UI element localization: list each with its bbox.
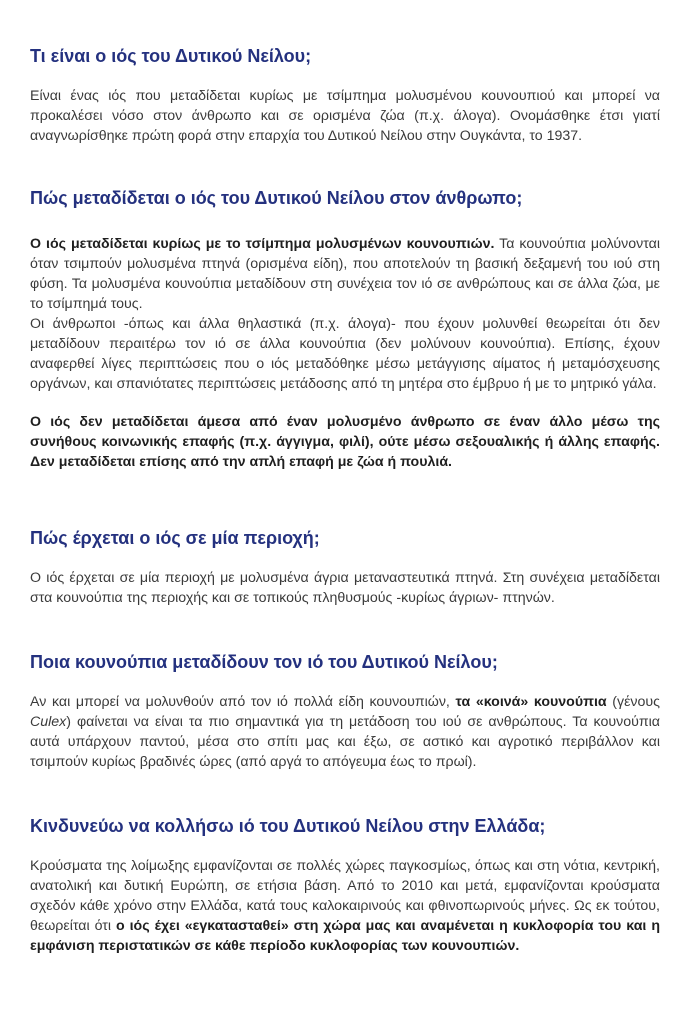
bold-text: Ο ιός μεταδίδεται κυρίως με το τσίμπημα μολυσμένων κουνουπιών. — [30, 236, 495, 252]
section-paragraph — [30, 692, 660, 772]
section-paragraph: Οι άνθρωποι -όπως και άλλα θηλαστικά (π.χ. άλογα)- που έχουν μολυνθεί θεωρείται ότι δεν μεταδίδουν περαιτέρω τον ιό σε άλλα κουνούπια (δεν μολύνουν κουνούπια). Επίσης, έχουν αναφερθεί λίγες περιπτώσεις που ο ιός μεταδόθηκε μέσω μετάγγισης αίματος ή μεταμόσχευσης οργάνων, και σπανιότατες περιπτώσεις μετάδοσης από τη μητέρα στο έμβρυο ή με το μητρικό γάλα. — [30, 316, 660, 392]
section-heading: Πώς έρχεται ο ιός σε μία περιοχή; — [30, 528, 320, 548]
bold-text: τα «κοινά» κουνούπια — [455, 694, 607, 710]
paragraph-text: ) φαίνεται να είναι τα πιο σημαντικά για τη μετάδοση του ιού σε ανθρώπους. Τα κουνούπια αυτά υπάρχουν παντού, μέσα στο σπίτι μας και έξω, σε αστικό και αγροτικό περιβάλλον και τσιμπούν κυρίως βραδινές ώρες (από αργά το απόγευμα έως το πρωί). — [30, 714, 660, 770]
section-paragraph — [30, 856, 660, 956]
section-risk-greece — [30, 814, 660, 956]
paragraph-text: Αν και μπορεί να μολυνθούν από τον ιό πολλά είδη κουνουπιών, — [30, 694, 456, 710]
paragraph-text: Κρούσματα της λοίμωξης εμφανίζονται σε πολλές χώρες παγκοσμίως, όπως και στη νότια, κεντρική, ανατολική και δυτική Ευρώπη, σε ετήσια βάση. Από το 2010 και μετά, εμφανίζονται κρούσματα σχεδόν κάθε χρόνο στην Ελλάδα, κατά τους καλοκαιρινούς και φθινοπωρινούς μήνες. Ως εκ τούτου, θεωρείται ότι — [30, 858, 660, 934]
section-what-is — [30, 44, 660, 146]
section-paragraph: Ο ιός έρχεται σε μία περιοχή με μολυσμένα άγρια μεταναστευτικά πτηνά. Στη συνέχεια μεταδίδεται στα κουνούπια της περιοχής και σε τοπικούς πληθυσμούς -κυρίως άγριων- πτηνών. — [30, 570, 660, 606]
section-heading: Ποια κουνούπια μεταδίδουν τον ιό του Δυτικού Νείλου; — [30, 652, 498, 672]
bold-text: Ο ιός δεν μεταδίδεται άμεσα από έναν μολυσμένο άνθρωπο σε έναν άλλο μέσω της συνήθους κοινωνικής επαφής (π.χ. άγγιγμα, φιλί), ούτε μέσω σεξουαλικής ή άλλης επαφής. Δεν μεταδίδεται επίσης από την απλή επαφή με ζώα ή πουλιά. — [30, 414, 660, 470]
paragraph-text: Τα κουνούπια μολύνονται όταν τσιμπούν μολυσμένα πτηνά (ορισμένα είδη), που αποτελούν τη βασική δεξαμενή του ιού στη φύση. Τα μολυσμένα κουνούπια μεταδίδουν στη συνέχεια τον ιό σε ανθρώπους και σε άλλα ζώα, με το τσίμπημά τους. — [30, 236, 660, 312]
section-heading: Κινδυνεύω να κολλήσω ιό του Δυτικού Νείλου στην Ελλάδα; — [30, 816, 546, 836]
section-heading: Πώς μεταδίδεται ο ιός του Δυτικού Νείλου στον άνθρωπο; — [30, 188, 523, 208]
paragraph-text: (γένους — [606, 694, 660, 710]
section-mosquitoes — [30, 650, 660, 772]
section-paragraph — [30, 234, 660, 314]
italic-text: Culex — [30, 714, 67, 730]
section-paragraph: Είναι ένας ιός που μεταδίδεται κυρίως με τσίμπημα μολυσμένου κουνουπιού και μπορεί να προκαλέσει νόσο στον άνθρωπο και σε ορισμένα ζώα (π.χ. άλογα). Ονομάσθηκε έτσι γιατί αναγνωρίσθηκε πρώτη φορά στην επαρχία του Δυτικού Νείλου στην Ουγκάντα, το 1937. — [30, 88, 660, 144]
section-heading: Τι είναι ο ιός του Δυτικού Νείλου; — [30, 46, 312, 66]
section-arrival — [30, 526, 660, 608]
section-transmission — [30, 186, 660, 472]
bold-text: ο ιός έχει «εγκατασταθεί» στη χώρα μας και αναμένεται η κυκλοφορία του και η εμφάνιση περιστατικών σε κάθε περίοδο κυκλοφορίας των κουνουπιών. — [30, 918, 660, 954]
section-paragraph — [30, 412, 660, 472]
